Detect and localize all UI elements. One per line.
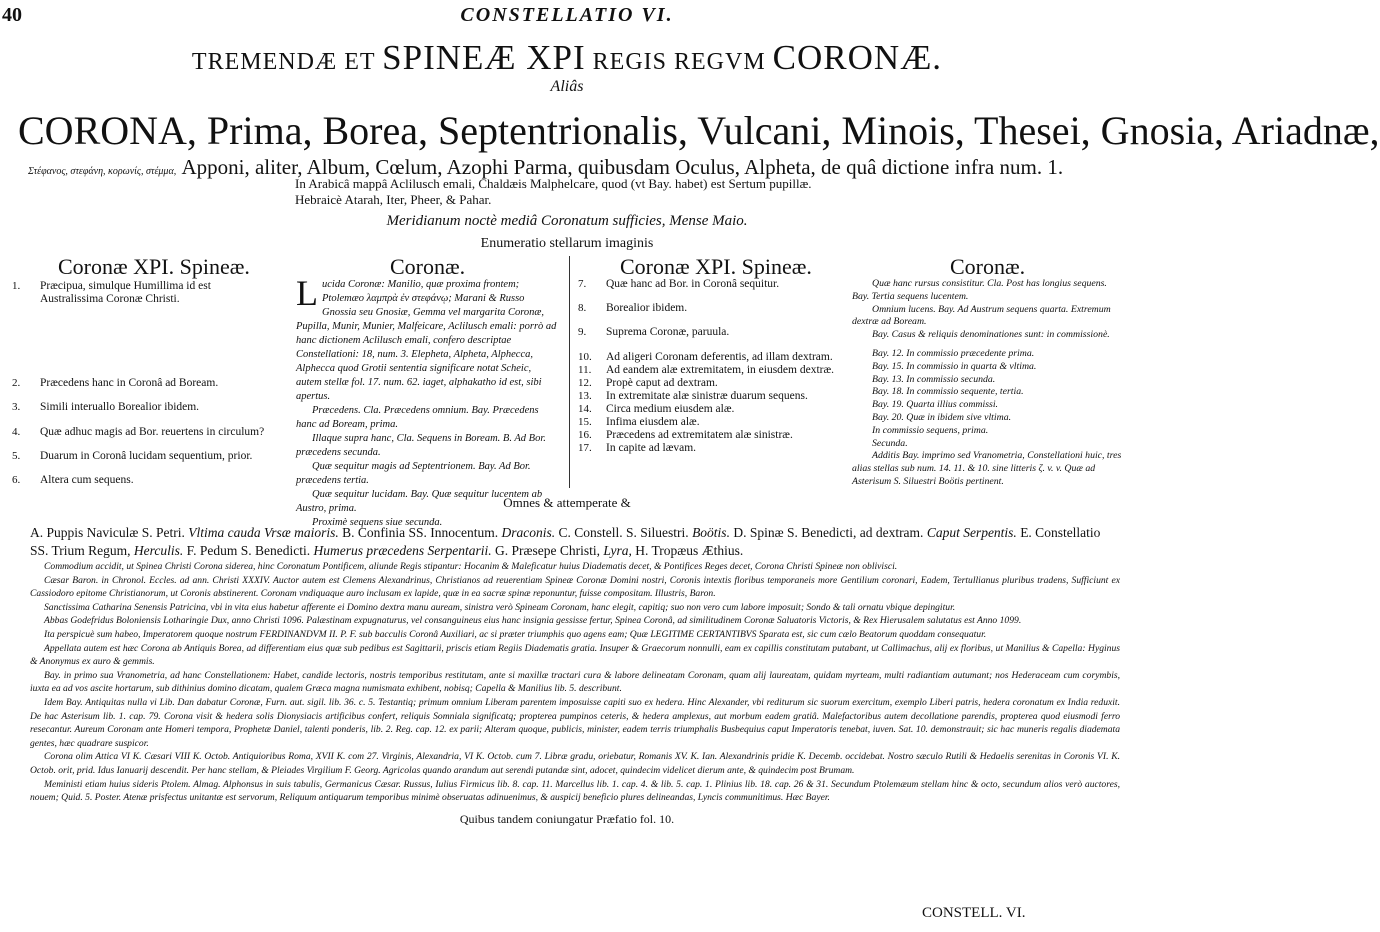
note-entry: Bay. 13. In commissio secunda.	[872, 373, 996, 385]
commentary-block	[30, 560, 1120, 805]
commentary-paragraph: Cæsar Baron. in Chronol. Eccles. ad ann. Christi XXXIV. Auctor autem est Clemens Alexandrinus, Christianos ad reuerentiam Spineæ Coronæ Domini nostri, Coronis intextis floribus temporaneis more Gentilium coronari, Eadem, Tertullianus pluribus tradens, Sufficiunt ex Cassiodoro epitome Christianorum, ut Coronis abstinerent. Coronam vndiquaque auro inclusam ex lapide, quæ in ea sacræ spinæ reponuntur, fuisse compositam. Illustris, Baron.	[30, 574, 1120, 600]
note-entry: Bay. Casus & reliquis denominationes sunt: in commissionè.	[872, 329, 1110, 341]
closing-line: Quibus tandem coniungatur Præfatio fol. 10.	[459, 812, 675, 826]
hebrew-names: Hebraicè Atarah, Iter, Pheer, & Pahar.	[295, 192, 492, 207]
column-4-heading: Coronæ.	[950, 254, 1026, 279]
note-entry: Præcedens. Cla. Præcedens omnium. Bay. Præcedens hanc ad Boream, prima.	[296, 405, 539, 430]
constellation-names: CORONA, Prima, Borea, Septentrionalis, Vulcani, Minois, Thesei, Gnosia, Ariadnæ,	[18, 108, 1380, 153]
commentary-paragraph: Commodium accidit, ut Spinea Christi Corona siderea, hinc Coronatum Pontificem, aliunde Regis stipantur: Hocanim & Maleficatur huius Diadematis decet, & Pontifices Reges decet, Corona Christi Spineæ non oblivisci.	[44, 561, 898, 572]
star-number: 2.	[12, 377, 21, 389]
star-description: Duarum in Coronâ lucidam sequentium, prior.	[40, 450, 253, 462]
note-entry: Quæ hanc rursus consistitur. Cla. Post has longius sequens. Bay. Tertia sequens lucentem.	[852, 278, 1107, 302]
omnes-line: Omnes & attemperate &	[503, 495, 631, 510]
note-entry: Bay. 19. Quarta illius commissi.	[872, 399, 999, 411]
meridian-note: Meridianum noctè mediâ Coronatum sufficies, Mense Maio.	[386, 213, 748, 229]
star-description: Altera cum sequens.	[40, 474, 134, 486]
title-part-2: SPINEÆ XPI	[382, 38, 586, 77]
title-part-4: CORONÆ.	[772, 38, 943, 77]
latin-synonyms: Apponi, aliter, Album, Cœlum, Azophi Parma, quibusdam Oculus, Alpheta, de quâ dictione infra num. 1.	[176, 155, 1064, 179]
note-entry: Quæ sequitur magis ad Septentrionem. Bay. Ad Bor. præcedens tertia.	[296, 461, 531, 486]
commentary-paragraph: Abbas Godefridus Boloniensis Lotharingie Dux, anno Christi 1096. Palæstinam expugnaturus, vel consanguineus eius hanc insignia gessisse fertur, Spinea Coronâ, ad similitudinem Coronæ Saluatoris Victoris, & Rex Hierusalem salutatus est Anno 1099.	[44, 615, 1022, 627]
column-2-heading: Coronæ.	[390, 254, 466, 279]
star-description: Simili interuallo Borealior ibidem.	[40, 401, 200, 413]
note-entry: Illaque supra hanc, Cla. Sequens in Boream. B. Ad Bor. præcedens secunda.	[296, 433, 546, 458]
commentary-paragraph: Idem Bay. Antiquitas nulla vi Lib. Dan dabatur Coronæ, Furn. aut. sigil. lib. 36. c. 5. Testantiq; primum omnium Liberam parentem imposuisse capiti suo ex hedera. Hinc Alexander, vbi rediturum sic suorum exercitum, exemplo Liberi patris, hedera coronatum ex India reduxit. De hac Asterisum lib. 1. cap. 79. Corona visit & hedera solis Dionysiacis artificibus confert, reliquis Somniala significatq; propterea pumpinos ceteris, & hedera amplexus, aut morbum eadem gratiâ. Malefactoribus autem decollatione parendis, propterea quod eiusmodi ferro resecantur. Aureum Coronam ante Homeri tempora, Prophetæ Daniel, talenti ponderis, lib. 2. Reg. cap. 12. ex parii; Alteram quoque, publicis, minister, eadem terris triumphalis Busbequius caput Imperatoris tenebat, iuven. Sat. 10. demonstrauit; sic hac muneris regalis diademata gentes, hæc quadrare suspicor.	[30, 696, 1120, 749]
greek-synonyms: Στέφανος, στεφάνη, κορωνίς, στέμμα,	[28, 166, 177, 177]
star-number: 5.	[12, 450, 21, 462]
star-number: 6.	[12, 474, 21, 486]
star-description: Præcedens hanc in Coronâ ad Boream.	[40, 377, 219, 389]
commentary-paragraph: Bay. in primo sua Vranometria, ad hanc Constellationem: Habet, candide lectoris, nostris temporibus restitutam, ante si maxillæ tractari cura & labore delineatam Coronam, quam alij laureatam, quidam myrteam, multi radiantiam autumant; nos Hederaceam cum corymbis, iuxta ea ad vos ascite hortarum, sub dithinius domino dicatam, qualem Græca magna numismata exhibent, nobisq; Capella & Manilius lib. 5. describunt.	[30, 669, 1120, 695]
note-entry: Proximè sequens siue secunda.	[312, 517, 443, 528]
enumeration-heading: Enumeratio stellarum imaginis	[480, 236, 654, 251]
note-entry: Bay. 15. In commissio in quarta & vltima.	[872, 360, 1037, 372]
arabic-names: In Arabicâ mappâ Aclilusch emali, Chaldæis Malphelcare, quod (vt Bay. habet) est Sertum pupillæ.	[295, 176, 812, 191]
commentary-paragraph: Sanctissima Catharina Senensis Patricina, vbi in vita eius habetur afferente ei Domino dextra manu auream, sinistra verò Spineam Coronam, hanc elegit, capitiq; suo non vero cum labore imposuit; Sondo & tali ornatu vbique depingitur.	[44, 601, 956, 613]
star-number: 4.	[12, 426, 21, 438]
note-entry: In commissio sequens, prima.	[872, 424, 989, 436]
column-4-notes	[852, 278, 1124, 489]
note-entry: Secunda.	[872, 437, 908, 449]
commentary-paragraph: Meministi etiam huius sideris Ptolem. Almag. Alphonsus in suis tabulis, Germanicus Cæsar. Russus, Iulius Firmicus lib. 8. cap. 11. Marcellus lib. 1. cap. 4. & lib. 5. cap. 1. Plinius lib. 18. cap. 26 & 31. Secundum Ptolemæum stellam hinc & octo, secundum alios verò auctores, nouem; Quid. 5. Poster. Atenæ prisfectus unitantæ est servorum, Reliquum antiquarum temporibus minimè obseruatas adinuenimus, & auspicij beneficio plures delineandas, Lyncis communitimus. Hæc Bayer.	[30, 778, 1120, 804]
note-entry: Omnium lucens. Bay. Ad Austrum sequens quarta. Extremum dextræ ad Boream.	[852, 303, 1111, 328]
commentary-paragraph: Ita perspicuè sum habeo, Imperatorem quoque nostrum FERDINANDVM II. P. F. sub bacculis Coronâ Auxiliari, ac si præter triumphis quo agens eam; Quæ LEGITIME CERTANTIBVS Sparata est, sic cum cælo Beatorum quoddam consequatur.	[44, 628, 987, 640]
star-description: Quæ adhuc magis ad Bor. reuertens in circulum?	[40, 426, 265, 438]
alias-label: Aliâs	[550, 78, 584, 95]
note-entry: Bay. 18. In commissio sequente, tertia.	[872, 386, 1024, 398]
column-3-heading: Coronæ XPI. Spineæ.	[620, 254, 812, 279]
title-part-3: REGIS REGVM	[585, 49, 773, 75]
catchword: CONSTELL. VI.	[922, 905, 1026, 921]
note-entry: Bay. 12. In commissio præcedente prima.	[872, 347, 1035, 359]
note-entry: Additis Bay. imprimo sed Vranometria, Constellationi huic, tres alias stellas sub num. 14. 11. & 10. sine litteris ζ. v. v. Quæ ad Asterisum S. Siluestri Boötis pertinent.	[852, 450, 1122, 487]
star-number: 1.	[12, 280, 21, 292]
title-part-1: TREMENDÆ ET	[191, 49, 383, 75]
column-1-heading: Coronæ XPI. Spineæ.	[58, 254, 250, 279]
column-1-star-list	[12, 280, 272, 490]
note-entry: Bay. 20. Quæ in ibidem sive vltima.	[872, 411, 1012, 423]
running-head: CONSTELLATIO VI.	[460, 4, 674, 26]
page-title	[0, 38, 1134, 78]
commentary-paragraph: Appellata autem est hæc Corona ab Antiquis Borea, ad differentiam eius quæ sub pedibus est Sagittarii, priscis etiam Regiis Diadematis gratia. Insuper & Graecorum nonnulli, eam ex capillis constitutam putabant, ut Callimachus, alij ex floribus, ut Manilius & Capella: Hyginus & Anonymus ex auro & gemmis.	[30, 642, 1120, 668]
drop-cap: L	[296, 273, 318, 313]
commentary-paragraph: Corona olim Attica VI K. Cæsari VIII K. Octob. Antiquioribus Roma, XVII K. com 27. Virginis, Alexandria, VI K. Octob. cum 7. Libræ gradu, oriebatur, Romanis XV. K. Ian. Alexandrinis pridie K. Decemb. occidebat. Nostro sæculo Rutili & Hedaelis serenitas in Coronis VI. K. Octob. orit, prid. Idus Ianuarij descendit. Per hanc stellam, & Pleiades Virgilium F. Georg. Agricolas quando arandum aut serendi putandæ sint, adocet, quindecim videlicet dierum ante, & quindecim post Brumam.	[30, 751, 1120, 776]
star-number: 3.	[12, 401, 21, 413]
letter-key: A. Puppis Naviculæ S. Petri. Vltima cauda Vrsæ maioris. B. Confinia SS. Innocentum. Draconis. C. Constell. S. Siluestri. Boötis. D. Spinæ S. Benedicti, ad dextram. Caput Serpentis. E. Constellatio SS. Trium Regum, Herculis. F. Pedum S. Benedicti. Humerus præcedens Serpentarii. G. Præsepe Christi, Lyra, H. Tropæus Æthius.	[30, 525, 1101, 558]
page-number: 40	[2, 4, 22, 26]
star-description: Præcipua, simulque Humillima id est Australissima Coronæ Christi.	[40, 280, 211, 305]
column-3-star-list: 7. Quæ hanc ad Bor. in Coronâ sequitur. 8. Borealior ibidem. 9. Suprema Coronæ, paruula. 10. Ad aligeri Coronam deferentis, ad illam dextram. 11. Ad eandem alæ extremitatem, in eiusdem dextræ. 12. Propè caput ad dextram. 13. In extremitate alæ sinistræ duarum sequens. 14. Circa medium eiusdem alæ. 15. Infima eiusdem alæ. 16. Præcedens ad extremitatem alæ sinistræ. 17. In capite ad lævam.	[578, 278, 835, 454]
column-2-notes	[296, 273, 558, 530]
note-entry: Quæ sequitur lucidam. Bay. Quæ sequitur lucentem ab Austro, prima.	[296, 489, 543, 514]
column-divider	[569, 256, 570, 488]
note-entry: Lucida Coronæ: Manilio, quæ proxima frontem; Ptolemæo λαμπρὰ ἐν στεφάνῳ; Marani & Russo Gnossia seu Gnosiæ, Gemma vel margarita Coronæ, Pupilla, Munir, Munier, Malfeicare, Aclilusch emali: porrò ad hanc dictionem Aclilusch emali, confero descriptae Constellationi: 18, num. 3. Elepheta, Alpheta, Alphecca, Alphecca quod Grotii sententia significare notat Scheic, autem stellæ fol. 17. num. 62. iaget, alphakatho id est, sibi apertus.	[296, 273, 557, 402]
